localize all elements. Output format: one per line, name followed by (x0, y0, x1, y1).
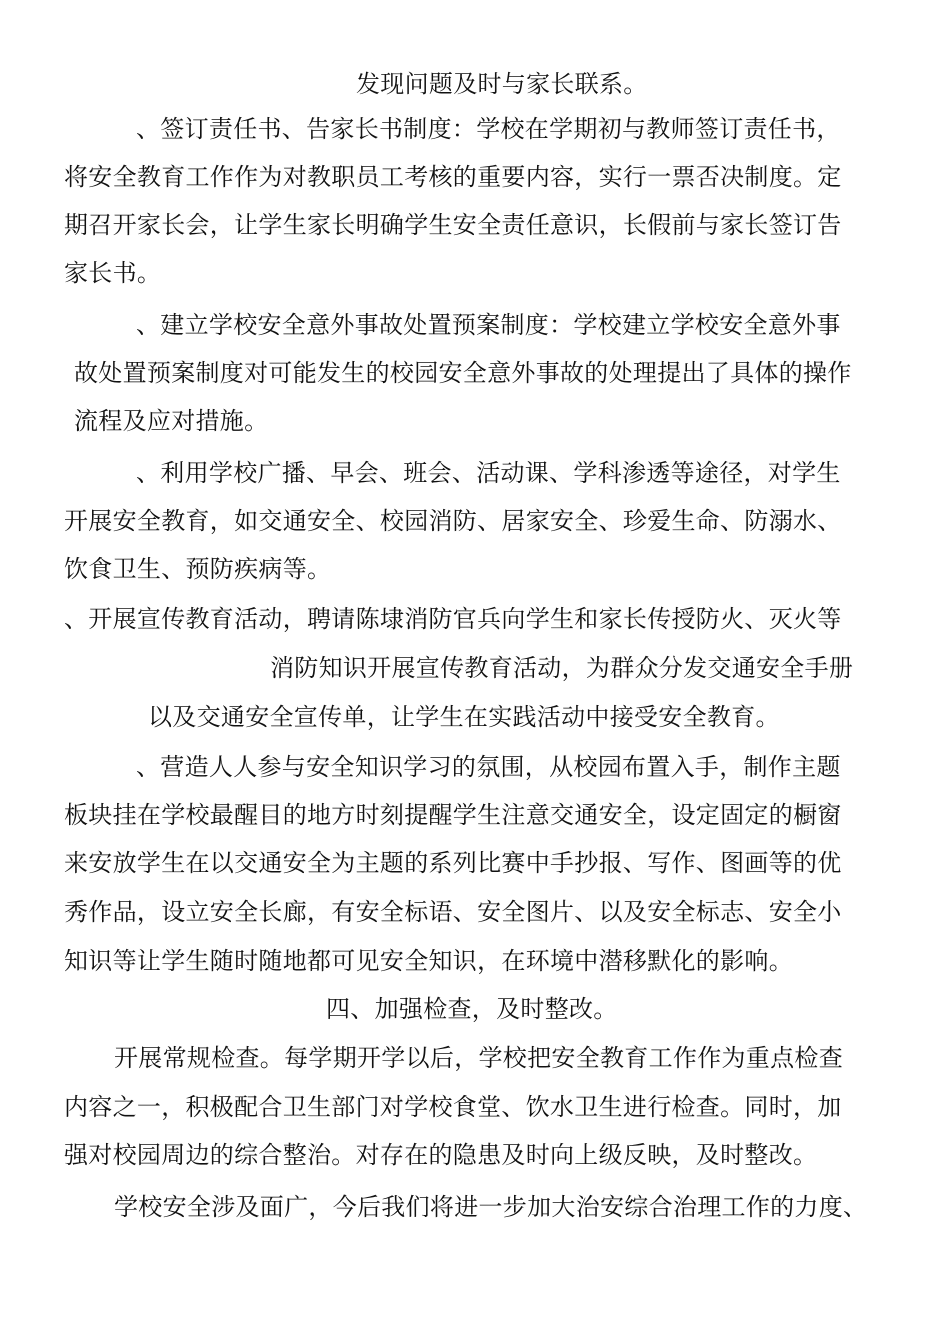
text-line: 板块挂在学校最醒目的地方时刻提醒学生注意交通安全，设定固定的橱窗 (64, 801, 842, 829)
text-line: 秀作品，设立安全长廊，有安全标语、安全图片、以及安全标志、安全小 (64, 898, 842, 926)
text-line: 、开展宣传教育活动，聘请陈埭消防官兵向学生和家长传授防火、灭火等 (64, 605, 842, 633)
text-line: 故处置预案制度对可能发生的校园安全意外事故的处理提出了具体的操作 (74, 359, 852, 387)
text-line: 流程及应对措施。 (74, 407, 269, 435)
text-line: 、签订责任书、告家长书制度：学校在学期初与教师签订责任书， (136, 115, 841, 143)
text-line: 、建立学校安全意外事故处置预案制度：学校建立学校安全意外事 (136, 311, 841, 339)
text-line: 知识等让学生随时随地都可见安全知识，在环境中潜移默化的影响。 (64, 947, 793, 975)
text-line: 消防知识开展宣传教育活动，为群众分发交通安全手册 (270, 654, 854, 682)
text-line: 强对校园周边的综合整治。对存在的隐患及时向上级反映，及时整改。 (64, 1141, 818, 1169)
text-line: 期召开家长会，让学生家长明确学生安全责任意识，长假前与家长签订告 (64, 211, 842, 239)
text-line: 以及交通安全宣传单，让学生在实践活动中接受安全教育。 (148, 703, 780, 731)
text-line: 、营造人人参与安全知识学习的氛围，从校园布置入手，制作主题 (136, 753, 841, 781)
text-line: 将安全教育工作作为对教职员工考核的重要内容，实行一票否决制度。定 (64, 163, 842, 191)
text-line: 内容之一，积极配合卫生部门对学校食堂、饮水卫生进行检查。同时，加 (64, 1093, 842, 1121)
text-line: 发现问题及时与家长联系。 (356, 70, 648, 98)
text-line: 来安放学生在以交通安全为主题的系列比赛中手抄报、写作、图画等的优 (64, 849, 842, 877)
text-line: 家长书。 (64, 259, 162, 287)
text-line: 开展安全教育，如交通安全、校园消防、居家安全、珍爱生命、防溺水、 (64, 507, 842, 535)
text-line: 饮食卫生、预防疾病等。 (64, 555, 332, 583)
text-line: 开展常规检查。每学期开学以后，学校把安全教育工作作为重点检查 (114, 1044, 843, 1072)
section-heading: 四、加强检查，及时整改。 (326, 995, 618, 1023)
text-line: 、利用学校广播、早会、班会、活动课、学科渗透等途径，对学生 (136, 459, 841, 487)
text-line: 学校安全涉及面广，今后我们将进一步加大治安综合治理工作的力度、 (114, 1193, 868, 1221)
